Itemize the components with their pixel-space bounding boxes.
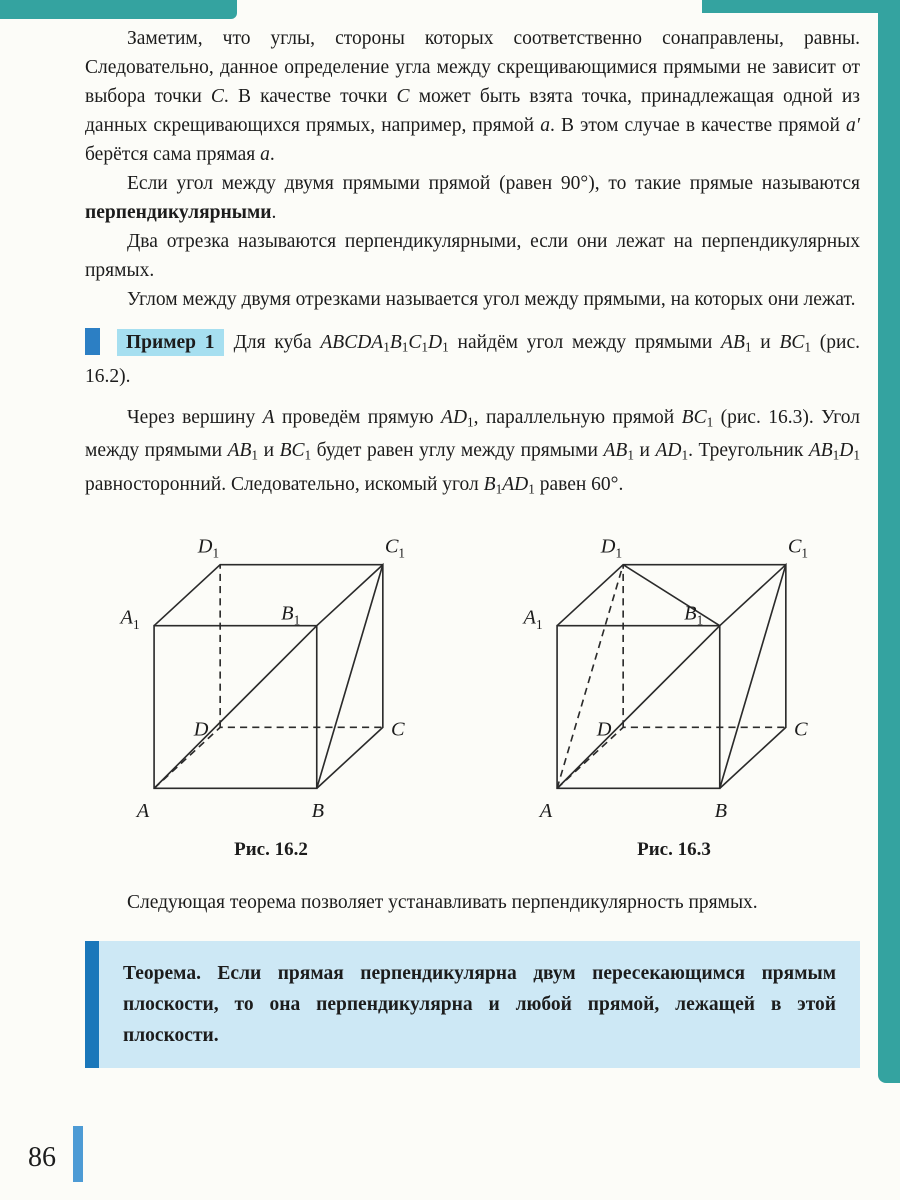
teal-edge-top-left bbox=[0, 0, 237, 19]
vertex-label-B1: $B_1$ bbox=[684, 602, 704, 628]
vertex-label-D1: $D_1$ bbox=[197, 535, 220, 561]
vertex-label-A: A bbox=[136, 799, 150, 822]
page-content bbox=[85, 24, 860, 1068]
paragraph-perpendicular-segments: Два отрезка называются перпендикулярными, если они лежат на перпендикулярных прямых. bbox=[85, 231, 860, 281]
page-number-bar bbox=[73, 1126, 83, 1182]
figure-16-3 bbox=[494, 522, 854, 864]
vertex-label-A: A bbox=[539, 799, 553, 822]
cube-diagram-16-3 bbox=[519, 522, 829, 827]
example-text: Для куба $ABCDA_1B_1C_1D_1$ найдём угол между прямыми $AB_1$ и $BC_1$ (рис. 16.2). bbox=[85, 332, 860, 387]
figure-caption-16-3: Рис. 16.3 bbox=[637, 838, 711, 860]
vertex-label-C: C bbox=[390, 718, 405, 741]
figure-caption-16-2: Рис. 16.2 bbox=[234, 838, 308, 860]
paragraph-codirectional-angles: Заметим, что углы, стороны которых соответственно сонаправлены, равны. Следовательно, данное определение угла между скрещивающимися прямыми не зависит от выбора точки C. В качестве точки C может быть взята точка, принадлежащая одной из данных скрещивающихся прямых, например, прямой a. В этом случае в качестве прямой a′ берётся сама прямая a. bbox=[85, 28, 860, 165]
figure-16-2 bbox=[91, 522, 451, 864]
example-marker-bar bbox=[85, 328, 100, 355]
vertex-label-D: D bbox=[596, 718, 612, 741]
vertex-label-B1: $B_1$ bbox=[281, 602, 301, 628]
paragraph-perpendicular-definition: Если угол между двумя прямыми прямой (равен 90°), то такие прямые называются перпендикулярными. bbox=[85, 173, 860, 223]
paragraph-solution: Через вершину A проведём прямую $AD_1$, параллельную прямой $BC_1$ (рис. 16.3). Угол между прямыми $AB_1$ и $BC_1$ будет равен углу между прямыми $AB_1$ и $AD_1$. Треугольник $AB_1D_1$ равносторонний. Следовательно, искомый угол $B_1AD_1$ равен 60°. bbox=[85, 406, 861, 497]
page-number: 86 bbox=[28, 1142, 56, 1173]
teal-edge-top-right bbox=[702, 0, 900, 13]
vertex-label-B: B bbox=[311, 799, 325, 822]
cube-diagram-16-2 bbox=[116, 522, 426, 827]
paragraph-next-theorem: Следующая теорема позволяет устанавливать перпендикулярность прямых. bbox=[127, 891, 758, 913]
vertex-label-C: C bbox=[793, 718, 808, 741]
vertex-label-B: B bbox=[714, 799, 728, 822]
teal-edge-right bbox=[878, 0, 900, 1083]
theorem-text: Теорема. Если прямая перпендикулярна двум пересекающимся прямым плоскости, то она перпендикулярна и любой прямой, лежащей в этой плоскости. bbox=[123, 962, 836, 1046]
theorem-accent-bar bbox=[85, 941, 99, 1068]
paragraph-angle-between-segments: Углом между двумя отрезками называется угол между прямыми, на которых они лежат. bbox=[127, 289, 856, 310]
vertex-label-A1: $A_1$ bbox=[523, 606, 543, 632]
vertex-label-A1: $A_1$ bbox=[120, 606, 140, 632]
vertex-label-C1: $C_1$ bbox=[384, 535, 406, 561]
vertex-label-D: D bbox=[193, 718, 209, 741]
figures-row bbox=[85, 522, 860, 864]
vertex-label-C1: $C_1$ bbox=[787, 535, 809, 561]
vertex-label-D1: $D_1$ bbox=[600, 535, 623, 561]
theorem-box bbox=[85, 941, 860, 1068]
example-paragraph bbox=[85, 328, 860, 391]
example-label: Пример 1 bbox=[117, 329, 224, 356]
